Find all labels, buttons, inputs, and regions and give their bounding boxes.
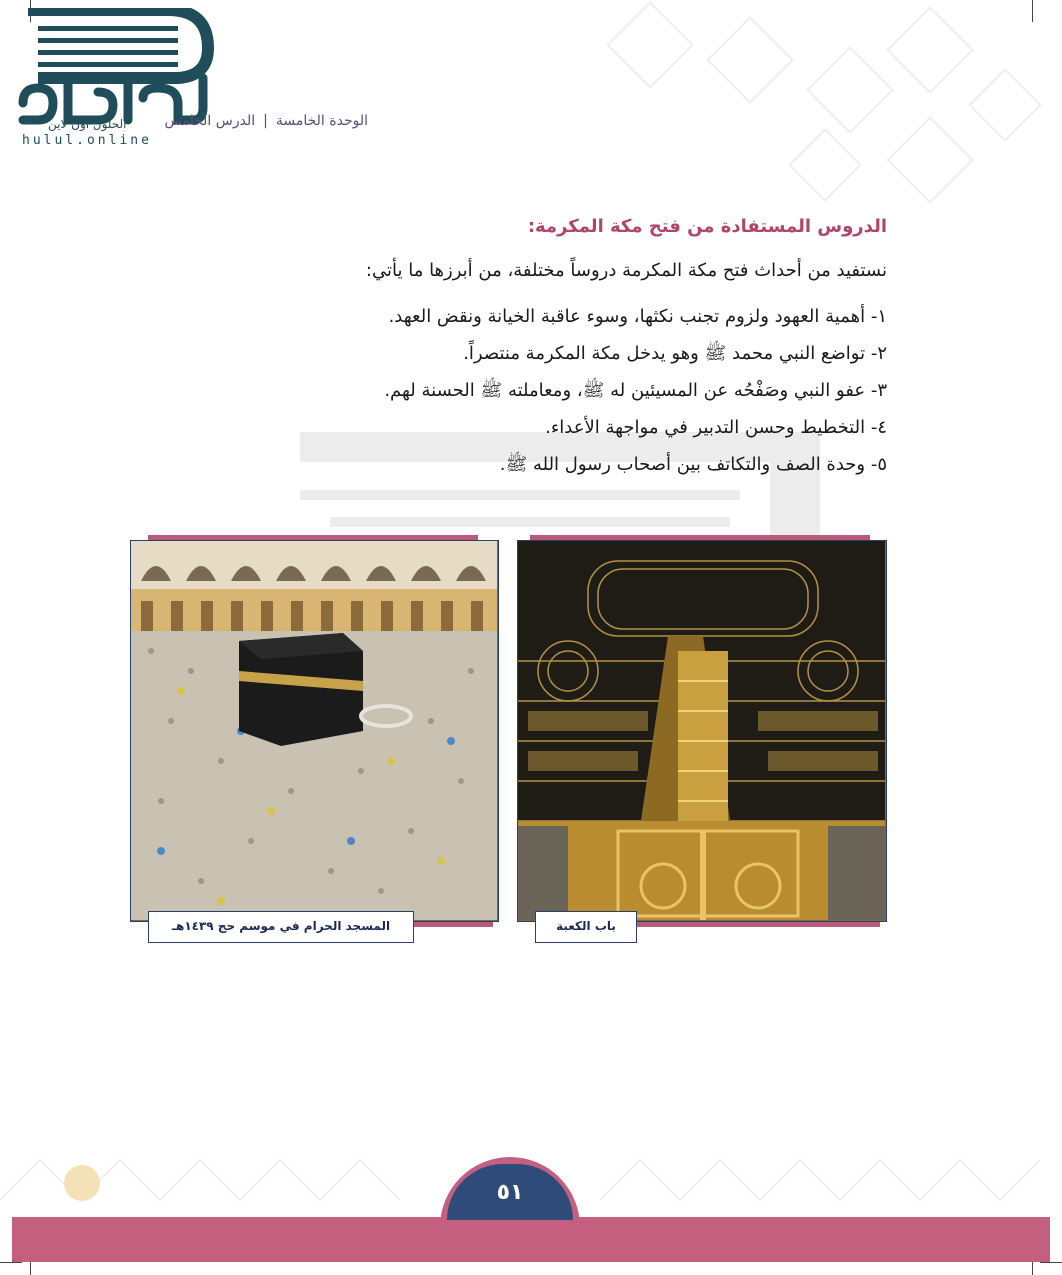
- logo-arabic-subtitle: الحلول اون لاين: [48, 117, 127, 131]
- crop-mark: [1032, 0, 1033, 22]
- lessons-list: [384, 298, 887, 483]
- breadcrumb: [161, 113, 372, 129]
- crop-mark: [1040, 1262, 1062, 1263]
- section-title: الدروس المستفادة من فتح مكة المكرمة:: [527, 216, 887, 237]
- logo-url-text: hulul.online: [22, 133, 152, 148]
- right-photo-caption: باب الكعبة: [535, 911, 637, 943]
- hulul-logo-icon: [18, 8, 218, 153]
- list-item: ١- أهمية العهود ولزوم تجنب نكثها، وسوء عاقبة الخيانة ونقض العهد.: [388, 306, 887, 327]
- masjid-al-haram-photo: [130, 540, 499, 922]
- left-photo-caption: المسجد الحرام في موسم حج ١٤٣٩هـ: [148, 911, 414, 943]
- breadcrumb-separator: |: [263, 113, 268, 129]
- list-item: ٣- عفو النبي وصَفْحُه عن المسيئين له ﷺ، ومعاملته ﷺ الحسنة لهم.: [384, 380, 887, 401]
- breadcrumb-lesson: الدرس الخامس: [164, 113, 256, 129]
- list-item: ٤- التخطيط وحسن التدبير في مواجهة الأعداء.: [545, 417, 887, 438]
- page-number: ٥١: [496, 1180, 524, 1205]
- list-item: ٥- وحدة الصف والتكاتف بين أصحاب رسول الله ﷺ.: [499, 454, 887, 475]
- kaaba-door-photo: [517, 540, 887, 922]
- section-intro: نستفيد من أحداث فتح مكة المكرمة دروساً مختلفة، من أبرزها ما يأتي:: [365, 260, 887, 281]
- list-item: ٢- تواضع النبي محمد ﷺ وهو يدخل مكة المكرمة منتصراً.: [463, 343, 887, 364]
- crop-mark: [0, 1262, 22, 1263]
- breadcrumb-unit: الوحدة الخامسة: [275, 113, 368, 129]
